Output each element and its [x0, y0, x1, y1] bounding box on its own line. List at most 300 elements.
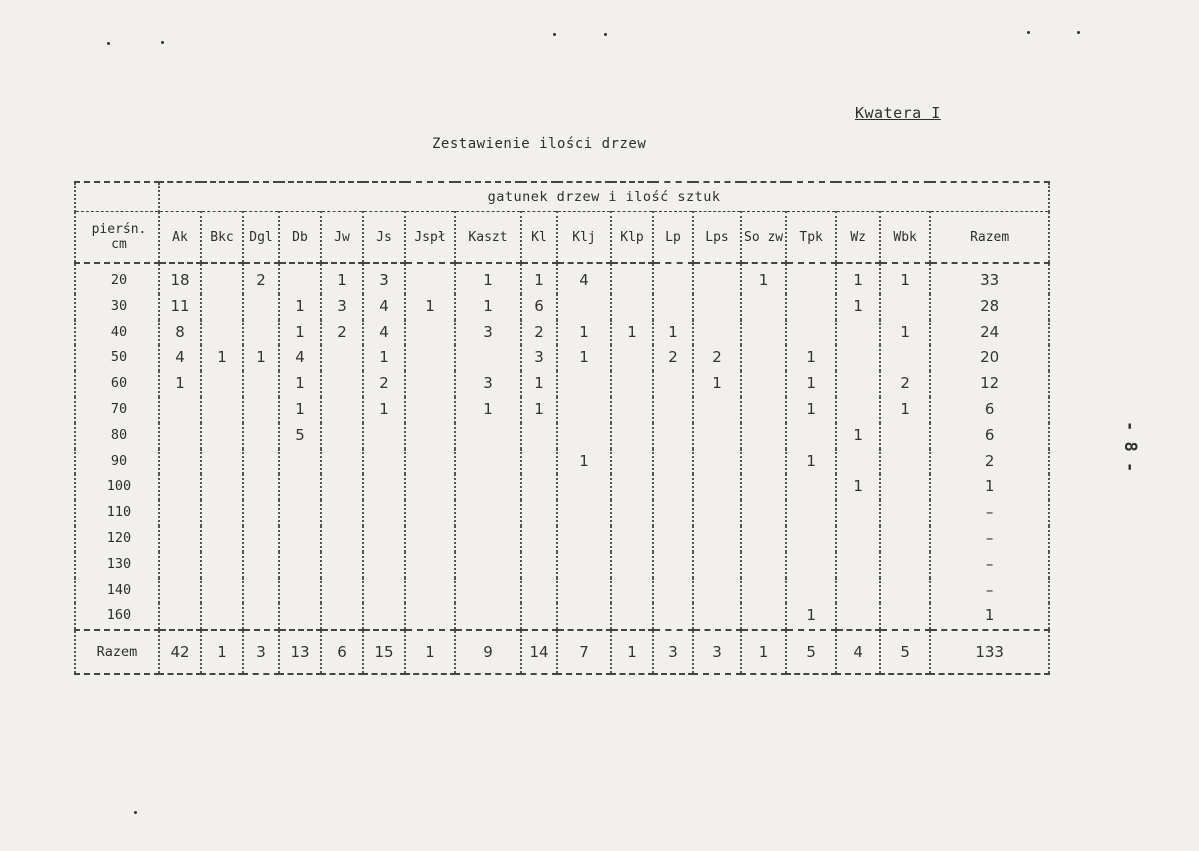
count-cell: [321, 603, 363, 630]
count-cell: 1: [363, 397, 405, 423]
diameter-header-line2: cm: [111, 237, 127, 252]
count-cell: [405, 552, 455, 578]
species-header-cell: Dgl: [243, 212, 279, 264]
count-cell: [653, 526, 693, 552]
species-total-cell: 1: [201, 630, 243, 674]
count-cell: 11: [159, 294, 201, 320]
count-cell: [321, 552, 363, 578]
diameter-cell: 50: [75, 345, 159, 371]
count-cell: [880, 449, 930, 475]
count-cell: [693, 500, 741, 526]
group-header-row: [75, 182, 1049, 212]
count-cell: [321, 526, 363, 552]
row-total-cell: 12: [930, 371, 1049, 397]
tree-count-table: [74, 181, 1050, 675]
count-cell: [557, 371, 611, 397]
count-cell: [693, 397, 741, 423]
count-cell: [836, 371, 880, 397]
table-row: [75, 474, 1049, 500]
count-cell: [321, 474, 363, 500]
count-cell: [557, 423, 611, 449]
count-cell: 1: [786, 449, 836, 475]
count-cell: [405, 345, 455, 371]
diameter-cell: 40: [75, 320, 159, 346]
diameter-header: [75, 212, 159, 264]
species-header-cell: Wz: [836, 212, 880, 264]
punch-dot: [604, 33, 607, 36]
count-cell: 1: [786, 603, 836, 630]
count-cell: [201, 552, 243, 578]
count-cell: [363, 474, 405, 500]
count-cell: [405, 603, 455, 630]
count-cell: 2: [321, 320, 363, 346]
count-cell: [405, 423, 455, 449]
document-title: Zestawienie ilości drzew: [432, 136, 647, 152]
count-cell: [836, 449, 880, 475]
count-cell: [741, 500, 786, 526]
count-cell: [741, 320, 786, 346]
count-cell: [741, 449, 786, 475]
table-row: [75, 578, 1049, 604]
count-cell: [693, 526, 741, 552]
row-total-cell: –: [930, 552, 1049, 578]
count-cell: 2: [243, 263, 279, 294]
count-cell: [279, 263, 321, 294]
count-cell: [611, 603, 653, 630]
count-cell: [279, 474, 321, 500]
count-cell: 1: [786, 371, 836, 397]
count-cell: [243, 294, 279, 320]
species-header-cell: So zw: [741, 212, 786, 264]
count-cell: [201, 474, 243, 500]
count-cell: [279, 578, 321, 604]
count-cell: 1: [243, 345, 279, 371]
count-cell: [786, 578, 836, 604]
count-cell: [201, 423, 243, 449]
count-cell: [611, 345, 653, 371]
species-header-cell: Lp: [653, 212, 693, 264]
row-total-cell: 1: [930, 603, 1049, 630]
row-total-cell: 6: [930, 423, 1049, 449]
count-cell: [363, 449, 405, 475]
count-cell: [786, 500, 836, 526]
species-total-cell: 14: [521, 630, 557, 674]
punch-dot: [1077, 31, 1080, 34]
count-cell: [201, 526, 243, 552]
species-header-cell: Klp: [611, 212, 653, 264]
diameter-cell: 60: [75, 371, 159, 397]
count-cell: [880, 526, 930, 552]
count-cell: [201, 320, 243, 346]
count-cell: [363, 603, 405, 630]
count-cell: [693, 320, 741, 346]
count-cell: 1: [201, 345, 243, 371]
group-header: gatunek drzew i ilość sztuk: [159, 182, 1049, 212]
count-cell: [836, 603, 880, 630]
count-cell: [693, 552, 741, 578]
species-total-cell: 3: [653, 630, 693, 674]
count-cell: 3: [521, 345, 557, 371]
count-cell: [201, 578, 243, 604]
count-cell: [455, 603, 521, 630]
count-cell: [521, 526, 557, 552]
count-cell: [521, 552, 557, 578]
count-cell: [741, 371, 786, 397]
count-cell: [159, 603, 201, 630]
count-cell: [741, 552, 786, 578]
table-row: [75, 603, 1049, 630]
species-total-cell: 3: [693, 630, 741, 674]
count-cell: [653, 500, 693, 526]
count-cell: [405, 500, 455, 526]
count-cell: 1: [405, 294, 455, 320]
table-row: [75, 294, 1049, 320]
count-cell: [653, 603, 693, 630]
table-row: [75, 526, 1049, 552]
species-total-cell: 4: [836, 630, 880, 674]
count-cell: [243, 500, 279, 526]
count-cell: [693, 474, 741, 500]
count-cell: [786, 263, 836, 294]
count-cell: 1: [521, 371, 557, 397]
count-cell: [693, 603, 741, 630]
table-row: [75, 263, 1049, 294]
count-cell: [741, 423, 786, 449]
count-cell: [611, 474, 653, 500]
species-total-cell: 7: [557, 630, 611, 674]
count-cell: [243, 449, 279, 475]
count-cell: [405, 578, 455, 604]
count-cell: [201, 371, 243, 397]
species-header-cell: Bkc: [201, 212, 243, 264]
diameter-cell: 30: [75, 294, 159, 320]
species-header-cell: Kaszt: [455, 212, 521, 264]
count-cell: [611, 552, 653, 578]
count-cell: 1: [279, 397, 321, 423]
punch-dot: [161, 41, 164, 44]
count-cell: [693, 263, 741, 294]
count-cell: 2: [363, 371, 405, 397]
count-cell: [653, 294, 693, 320]
count-cell: 4: [279, 345, 321, 371]
table-row: [75, 423, 1049, 449]
count-cell: 1: [741, 263, 786, 294]
count-cell: [405, 371, 455, 397]
count-cell: [557, 500, 611, 526]
count-cell: [159, 578, 201, 604]
row-total-cell: –: [930, 526, 1049, 552]
species-header-cell: Kl: [521, 212, 557, 264]
count-cell: 2: [693, 345, 741, 371]
page-number: [1119, 392, 1141, 472]
count-cell: 1: [321, 263, 363, 294]
count-cell: [836, 397, 880, 423]
count-cell: [836, 552, 880, 578]
count-cell: [557, 578, 611, 604]
count-cell: 1: [521, 397, 557, 423]
count-cell: [321, 397, 363, 423]
count-cell: [653, 263, 693, 294]
count-cell: [201, 603, 243, 630]
count-cell: [321, 500, 363, 526]
page-number-text: - 8 -: [1120, 421, 1140, 473]
count-cell: [405, 526, 455, 552]
count-cell: [741, 345, 786, 371]
punch-dot: [553, 33, 556, 36]
count-cell: [653, 552, 693, 578]
count-cell: [836, 320, 880, 346]
count-cell: [521, 500, 557, 526]
count-cell: [201, 294, 243, 320]
count-cell: [557, 552, 611, 578]
row-total-cell: 28: [930, 294, 1049, 320]
totals-label: Razem: [75, 630, 159, 674]
count-cell: [741, 578, 786, 604]
count-cell: 4: [363, 294, 405, 320]
count-cell: [363, 526, 405, 552]
count-cell: [201, 500, 243, 526]
count-cell: [321, 423, 363, 449]
diameter-cell: 80: [75, 423, 159, 449]
species-total-cell: 42: [159, 630, 201, 674]
count-cell: 1: [557, 449, 611, 475]
count-cell: [880, 474, 930, 500]
count-cell: [611, 397, 653, 423]
count-cell: 1: [786, 345, 836, 371]
count-cell: [880, 423, 930, 449]
species-header-cell: Jw: [321, 212, 363, 264]
count-cell: [836, 578, 880, 604]
count-cell: [159, 449, 201, 475]
species-total-cell: 9: [455, 630, 521, 674]
count-cell: [653, 449, 693, 475]
count-cell: [243, 397, 279, 423]
count-cell: [159, 423, 201, 449]
count-cell: 3: [455, 320, 521, 346]
species-header-cell: Jspł: [405, 212, 455, 264]
count-cell: [836, 526, 880, 552]
count-cell: [880, 294, 930, 320]
count-cell: [243, 371, 279, 397]
count-cell: [159, 552, 201, 578]
count-cell: [455, 474, 521, 500]
count-cell: [611, 500, 653, 526]
species-total-cell: 1: [741, 630, 786, 674]
count-cell: [880, 500, 930, 526]
punch-dot: [1027, 31, 1030, 34]
count-cell: [786, 552, 836, 578]
species-total-cell: 5: [786, 630, 836, 674]
count-cell: 2: [521, 320, 557, 346]
punch-dot: [134, 811, 137, 814]
count-cell: [741, 526, 786, 552]
count-cell: 4: [557, 263, 611, 294]
count-cell: [653, 578, 693, 604]
group-header-spacer: [75, 182, 159, 212]
table-row: [75, 552, 1049, 578]
count-cell: [611, 294, 653, 320]
count-cell: [557, 474, 611, 500]
count-cell: [693, 294, 741, 320]
count-cell: [611, 526, 653, 552]
count-cell: [653, 423, 693, 449]
species-header-cell: Db: [279, 212, 321, 264]
species-total-cell: 13: [279, 630, 321, 674]
species-header-cell: Wbk: [880, 212, 930, 264]
count-cell: 1: [880, 263, 930, 294]
count-cell: 1: [836, 474, 880, 500]
diameter-cell: 90: [75, 449, 159, 475]
count-cell: 1: [611, 320, 653, 346]
count-cell: [880, 345, 930, 371]
species-total-cell: 6: [321, 630, 363, 674]
count-cell: 4: [159, 345, 201, 371]
count-cell: [201, 449, 243, 475]
count-cell: [786, 423, 836, 449]
diameter-cell: 140: [75, 578, 159, 604]
count-cell: [279, 603, 321, 630]
diameter-cell: 20: [75, 263, 159, 294]
count-cell: 5: [279, 423, 321, 449]
count-cell: 1: [880, 320, 930, 346]
count-cell: [455, 423, 521, 449]
count-cell: 1: [279, 371, 321, 397]
count-cell: [880, 552, 930, 578]
count-cell: [741, 397, 786, 423]
count-cell: [243, 320, 279, 346]
table-row: [75, 397, 1049, 423]
punch-dot: [107, 42, 110, 45]
row-total-cell: 33: [930, 263, 1049, 294]
section-heading: Kwatera I: [855, 104, 941, 122]
count-cell: [405, 449, 455, 475]
count-cell: 8: [159, 320, 201, 346]
count-cell: [321, 371, 363, 397]
count-cell: 1: [557, 345, 611, 371]
count-cell: 1: [521, 263, 557, 294]
count-cell: [159, 500, 201, 526]
count-cell: [279, 552, 321, 578]
count-cell: [405, 397, 455, 423]
count-cell: [786, 474, 836, 500]
count-cell: [363, 552, 405, 578]
count-cell: [653, 474, 693, 500]
count-cell: [243, 552, 279, 578]
count-cell: [455, 578, 521, 604]
row-total-cell: –: [930, 500, 1049, 526]
count-cell: [521, 578, 557, 604]
count-cell: [279, 500, 321, 526]
row-total-cell: –: [930, 578, 1049, 604]
species-total-cell: 5: [880, 630, 930, 674]
count-cell: [693, 449, 741, 475]
table-row: [75, 500, 1049, 526]
count-cell: [243, 578, 279, 604]
totals-row: [75, 630, 1049, 674]
total-header: Razem: [930, 212, 1049, 264]
count-cell: [455, 500, 521, 526]
row-total-cell: 20: [930, 345, 1049, 371]
count-cell: [521, 423, 557, 449]
count-cell: [243, 474, 279, 500]
species-header-cell: Lps: [693, 212, 741, 264]
count-cell: 1: [455, 397, 521, 423]
count-cell: 1: [786, 397, 836, 423]
count-cell: [521, 449, 557, 475]
species-total-cell: 1: [405, 630, 455, 674]
count-cell: [611, 449, 653, 475]
count-cell: [693, 423, 741, 449]
count-cell: [243, 526, 279, 552]
count-cell: [741, 603, 786, 630]
species-header-cell: Js: [363, 212, 405, 264]
table-row: [75, 449, 1049, 475]
count-cell: [786, 320, 836, 346]
species-header-cell: Ak: [159, 212, 201, 264]
count-cell: [611, 423, 653, 449]
count-cell: [405, 263, 455, 294]
count-cell: [836, 500, 880, 526]
count-cell: [836, 345, 880, 371]
diameter-cell: 100: [75, 474, 159, 500]
count-cell: [741, 474, 786, 500]
species-header-row: [75, 212, 1049, 264]
count-cell: [405, 320, 455, 346]
count-cell: [611, 371, 653, 397]
count-cell: [455, 552, 521, 578]
count-cell: 3: [363, 263, 405, 294]
count-cell: [321, 449, 363, 475]
count-cell: [786, 526, 836, 552]
count-cell: 2: [653, 345, 693, 371]
count-cell: 1: [279, 320, 321, 346]
count-cell: [653, 371, 693, 397]
count-cell: 1: [159, 371, 201, 397]
count-cell: [159, 474, 201, 500]
count-cell: 1: [880, 397, 930, 423]
count-cell: [201, 263, 243, 294]
count-cell: [521, 603, 557, 630]
count-cell: [455, 526, 521, 552]
count-cell: 3: [321, 294, 363, 320]
species-total-cell: 1: [611, 630, 653, 674]
count-cell: 3: [455, 371, 521, 397]
diameter-cell: 120: [75, 526, 159, 552]
count-cell: [159, 526, 201, 552]
count-cell: 1: [557, 320, 611, 346]
count-cell: 1: [836, 263, 880, 294]
count-cell: [455, 345, 521, 371]
count-cell: [201, 397, 243, 423]
count-cell: 1: [279, 294, 321, 320]
count-cell: [611, 263, 653, 294]
count-cell: [321, 345, 363, 371]
count-cell: [243, 603, 279, 630]
species-total-cell: 15: [363, 630, 405, 674]
diameter-cell: 110: [75, 500, 159, 526]
row-total-cell: 6: [930, 397, 1049, 423]
count-cell: [557, 397, 611, 423]
species-total-cell: 3: [243, 630, 279, 674]
table-row: [75, 345, 1049, 371]
count-cell: [741, 294, 786, 320]
count-cell: [405, 474, 455, 500]
count-cell: [455, 449, 521, 475]
count-cell: [243, 423, 279, 449]
count-cell: [653, 397, 693, 423]
row-total-cell: 24: [930, 320, 1049, 346]
count-cell: [786, 294, 836, 320]
